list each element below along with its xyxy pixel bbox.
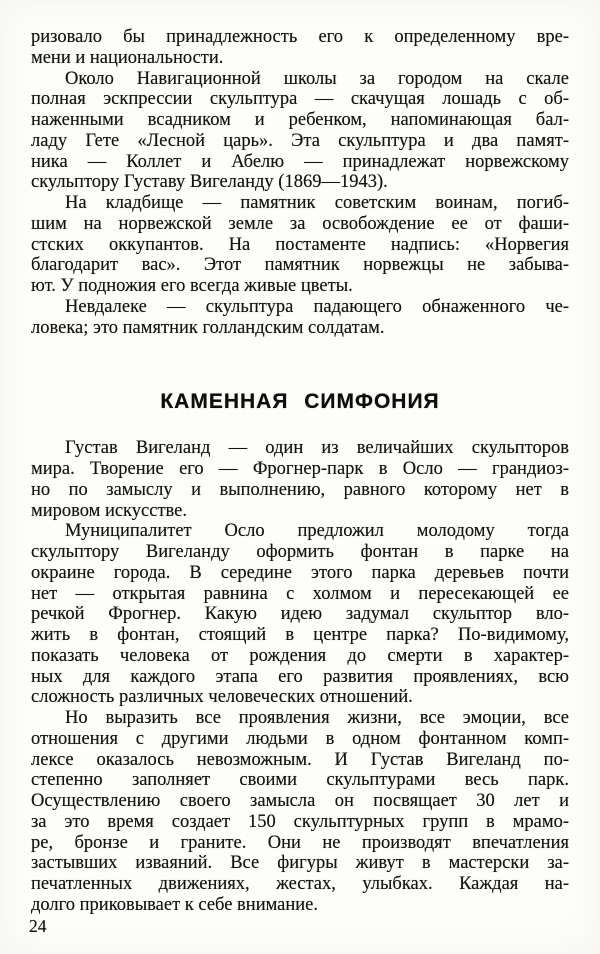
text-line: лексе оказалось невозможным. И Густав Вигеланд по-: [31, 749, 569, 770]
page-number: 24: [29, 916, 47, 936]
text-line: окраине города. В середине этого парка деревьев почти: [31, 562, 569, 583]
paragraph: [31, 297, 569, 339]
text-line: скульптору Вигеланду оформить фонтан в парке на: [31, 542, 569, 562]
text-line: Густав Вигеланд — один из величайших скульпторов: [65, 438, 569, 459]
paragraph: [31, 69, 569, 194]
text-line: за это время создает 150 скульптурных групп в мрамо-: [31, 811, 569, 832]
text-line: Осуществлению своего замысла он посвящает 30 лет и: [31, 791, 569, 811]
text-line: ризовало бы принадлежность его к определенному вре-: [31, 27, 569, 47]
text-line: показать человека от рождения до смерти в характер-: [31, 645, 569, 666]
paragraph: [31, 521, 569, 708]
paragraph: [31, 27, 569, 69]
text-line: степенно заполняет своими скульптурами весь парк.: [31, 770, 569, 791]
text-column: [31, 27, 569, 916]
text-line: мировом искусстве.: [31, 500, 188, 521]
text-line: шим на норвежской земле за освобождение ее от фаши-: [31, 213, 569, 234]
paragraph: [31, 193, 569, 297]
text-line: печатленных движениях, жестах, улыбках. Каждая на-: [31, 874, 569, 894]
text-line: жить в фонтан, стоящий в центре парка? По-видимому,: [31, 625, 569, 645]
text-line: скульптору Густаву Вигеланду (1869—1943).: [31, 172, 388, 193]
text-before-heading: [31, 27, 569, 338]
text-line: Невдалеке — скульптура падающего обнаженного че-: [65, 296, 569, 317]
text-line: благодарит вас». Этот памятник норвежцы не забыва-: [31, 255, 569, 276]
text-line: ладу Гете «Лесной царь». Эта скульптура и два памят-: [31, 130, 569, 151]
text-line: ловека; это памятник голландским солдатам.: [31, 317, 385, 338]
text-line: Около Навигационной школы за городом на скале: [65, 68, 569, 89]
text-line: сложность различных человеческих отношений.: [31, 687, 413, 708]
text-line: На кладбище — памятник советским воинам, погиб-: [65, 193, 569, 213]
text-line: ре, бронзе и граните. Они не производят впечатления: [31, 832, 569, 853]
text-line: нет — открытая равнина с холмом и пересекающей ее: [31, 583, 569, 604]
text-line: долго приковывает к себе внимание.: [31, 894, 319, 915]
text-line: Но выразить все проявления жизни, все эмоции, все: [65, 708, 569, 728]
text-line: но по замыслу и выполнению, равного которому нет в: [31, 479, 569, 500]
text-line: наженными всадником и ребенком, напоминающая бал-: [31, 110, 569, 130]
paragraph: [31, 438, 569, 521]
text-line: Муниципалитет Осло предложил молодому тогда: [65, 521, 569, 542]
text-line: стских оккупантов. На постаменте надпись: «Норвегия: [31, 234, 569, 255]
text-line: ника — Коллет и Абелю — принадлежат норвежскому: [31, 151, 569, 172]
text-line: мира. Творение его — Фрогнер-парк в Осло — грандиоз-: [31, 459, 569, 479]
section-heading: КАМЕННАЯ СИМФОНИЯ: [160, 390, 440, 414]
text-line: мени и национальности.: [31, 47, 224, 68]
text-line: застывших изваяний. Все фигуры живут в мастерски за-: [31, 853, 569, 874]
text-line: ных для каждого этапа его развития проявлениях, всю: [31, 666, 569, 687]
paragraph: [31, 708, 569, 916]
text-after-heading: [31, 438, 569, 915]
text-line: речкой Фрогнер. Какую идею задумал скульптор вло-: [31, 604, 569, 625]
text-line: ют. У подножия его всегда живые цветы.: [31, 276, 353, 296]
text-line: полная эскпрессии скульптура — скачущая лошадь с об-: [31, 89, 569, 110]
text-line: отношения с другими людьми в одном фонтанном комп-: [31, 728, 569, 749]
